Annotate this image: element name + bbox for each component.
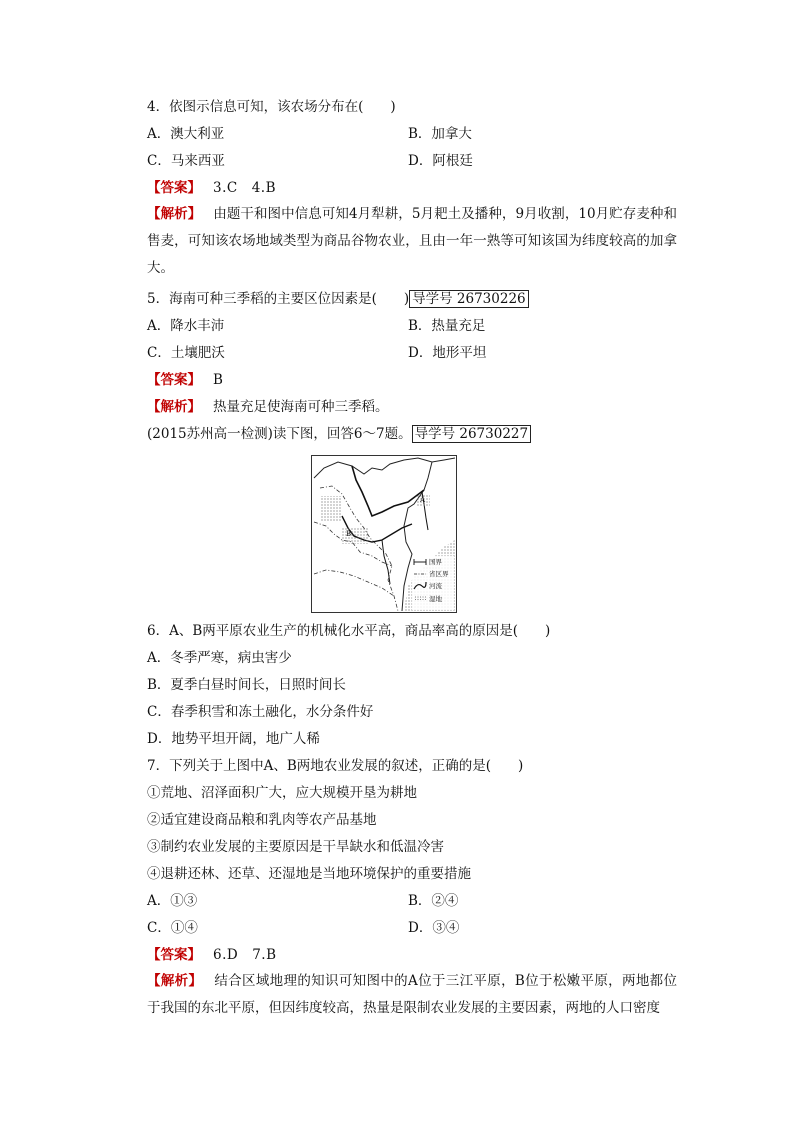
legend-national-border: 国界 [429,558,442,566]
explanation-text: 由题干和图中信息可知4月犁耕，5月耙土及播种，9月收割，10月贮存麦种和售麦，可知该农场地域类型为商品谷物农业，且由一年一熟等可知该国为纬度较高的加拿大。 [147,206,678,276]
explanation-text: 结合区域地理的知识可知图中的A位于三江平原，B位于松嫩平原，两地都位于我国的东北平原，但因纬度较高，热量是限制农业发展的主要因素，两地的人口密度 [147,973,678,1016]
map-legend-box [412,556,454,610]
wetland-west [320,496,342,522]
national-border-north [314,458,455,478]
q7-option-b: B．②④ [408,893,459,909]
legend-anchor [455,555,456,556]
legend-river: 河流 [429,582,442,590]
q5-option-c: C．土壤肥沃 [147,345,225,361]
q5-stem-text: 5．海南可种三季稻的主要区位因素是( ) [147,291,410,307]
intro-text: (2015苏州高一检测)读下图，回答6～7题。 [147,426,412,442]
q7-option-a: A．①③ [147,893,198,909]
answer-text: B [213,372,223,388]
explanation-6-7 [147,968,677,1022]
river-branch [382,540,390,584]
q4-option-d: D．阿根廷 [408,153,473,169]
explanation-tag: 【解析】 [147,206,202,222]
q7-item-2: ②适宜建设商品粮和乳肉等农产品基地 [147,812,377,828]
q6-option-d: D．地势平坦开阔，地广人稀 [147,731,320,747]
q7-option-d: D．③④ [408,920,460,936]
q7-stem: 7．下列关于上图中A、B两地农业发展的叙述，正确的是( ) [147,758,524,774]
answer-text: 6.D 7.B [213,947,277,963]
legend-wetland: 湿地 [429,595,442,603]
q7-item-4: ④退耕还林、还草、还湿地是当地环境保护的重要措施 [147,866,471,882]
q5-option-d: D．地形平坦 [408,345,487,361]
explanation-text: 热量充足使海南可种三季稻。 [213,399,389,415]
answer-tag: 【答案】 [147,372,201,388]
q4-option-c: C．马来西亚 [147,153,225,169]
explanation-5 [147,397,389,417]
q7-option-c: C．①④ [147,920,198,936]
q4-option-b: B．加拿大 [408,126,472,142]
answer-text: 3.C 4.B [213,180,277,196]
q5-option-b: B．热量充足 [408,318,486,334]
q4-option-a: A．澳大利亚 [147,126,225,142]
q7-item-1: ①荒地、沼泽面积广大，应大规模开垦为耕地 [147,785,417,801]
answer-6-7 [147,945,277,965]
q6-option-a: A．冬季严寒，病虫害少 [147,650,292,666]
explanation-3-4 [147,201,677,282]
guide-number-box: 导学号 26730227 [412,425,532,443]
q4-stem: 4．依图示信息可知，该农场分布在( ) [147,99,396,115]
guide-number-box: 导学号 26730226 [409,290,529,308]
answer-tag: 【答案】 [147,180,201,196]
q6-option-b: B．夏季白昼时间长，日照时间长 [147,677,346,693]
q5-option-a: A．降水丰沛 [147,318,225,334]
map-label-b: B [346,530,352,538]
explanation-tag: 【解析】 [147,399,201,415]
answer-5 [147,370,223,390]
intro-6-7 [147,424,531,444]
q7-item-3: ③制约农业发展的主要原因是干旱缺水和低温冷害 [147,839,444,855]
legend-wetland-icon [414,595,426,601]
legend-province: 省区界 [429,570,449,578]
province-boundary-3 [314,570,394,596]
answer-tag: 【答案】 [147,947,201,963]
answer-3-4 [147,178,276,198]
map-label-a: A [420,496,426,504]
q5-stem [147,289,529,309]
q6-option-c: C．春季积雪和冻土融化，水分条件好 [147,704,374,720]
explanation-tag: 【解析】 [147,973,203,989]
q6-stem: 6．A、B两平原农业生产的机械化水平高，商品率高的原因是( ) [147,623,551,639]
